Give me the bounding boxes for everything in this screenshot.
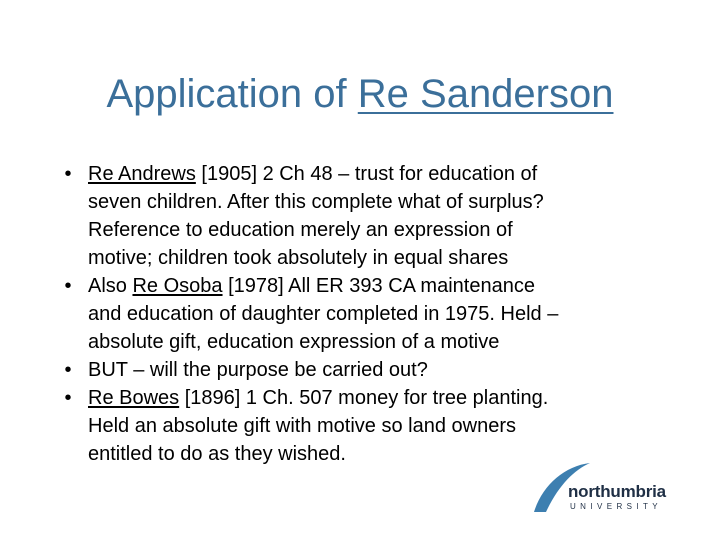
bullet-text-line: absolute gift, education expression of a motive	[88, 331, 500, 353]
case-name: Re Andrews	[88, 163, 196, 185]
case-name: Re Bowes	[88, 387, 180, 409]
bullet-text-line: Reference to education merely an expression of	[88, 219, 513, 241]
bullet-icon: •	[64, 275, 72, 297]
bullet-text-line: Held an absolute gift with motive so land owners	[88, 415, 517, 437]
bullet-text-line: seven children. After this complete what of surplus?	[88, 191, 544, 213]
logo-subtitle: UNIVERSITY	[570, 502, 663, 511]
bullet-icon: •	[64, 387, 72, 409]
title-case-name: Re Sanderson	[357, 72, 614, 116]
bullet-text-line: [1896] 1 Ch. 507 money for tree planting.	[179, 387, 549, 409]
bullet-text-line: and education of daughter completed in 1975. Held –	[88, 303, 559, 325]
bullet-item-re-bowes	[58, 384, 678, 468]
bullet-text-line: [1978] All ER 393 CA maintenance	[222, 275, 535, 297]
bullet-icon: •	[64, 163, 72, 185]
logo-wordmark: northumbria	[568, 482, 666, 501]
bullet-text-line: motive; children took absolutely in equal shares	[88, 247, 509, 269]
northumbria-logo	[528, 458, 678, 518]
slide-title	[0, 68, 720, 120]
case-name: Re Osoba	[132, 275, 223, 297]
bullet-icon: •	[64, 359, 72, 381]
bullet-item-re-osoba	[58, 272, 678, 356]
bullet-text-line: BUT – will the purpose be carried out?	[88, 359, 428, 381]
bullet-list	[58, 160, 678, 468]
bullet-item-re-andrews	[58, 160, 678, 272]
bullet-item-but	[58, 356, 678, 384]
bullet-text-line: entitled to do as they wished.	[88, 443, 346, 465]
bullet-text-line: [1905] 2 Ch 48 – trust for education of	[195, 163, 538, 185]
title-prefix: Application of	[106, 72, 358, 116]
bullet-text-prefix: Also	[88, 275, 133, 297]
